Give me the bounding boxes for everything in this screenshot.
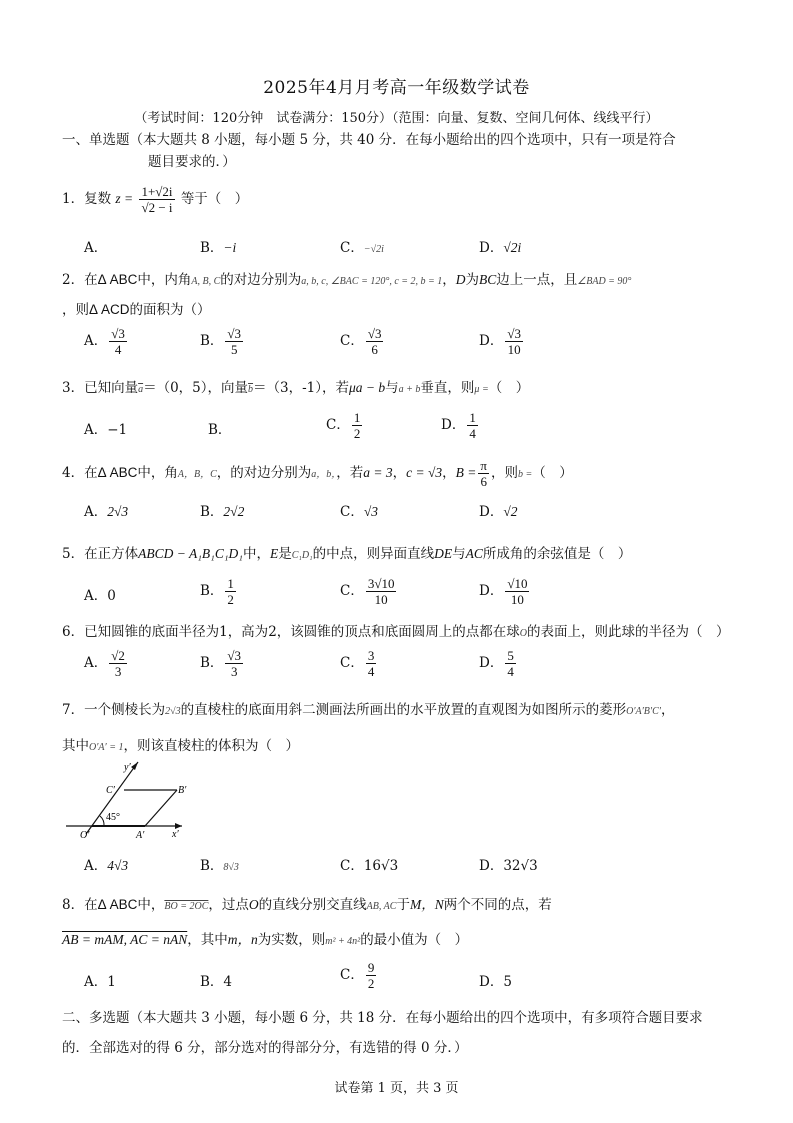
q8-option-d[interactable] bbox=[479, 970, 512, 990]
q7-cond: O′A′ = 1 bbox=[89, 742, 124, 753]
q8-option-a[interactable] bbox=[84, 970, 116, 990]
q3-option-d[interactable] bbox=[441, 410, 480, 441]
q4-t4: ，若 bbox=[336, 465, 364, 481]
q4-t2: 中，角 bbox=[137, 465, 178, 481]
q4-t1: 4．在 bbox=[62, 465, 98, 481]
q4-cond3: B = bbox=[455, 465, 477, 480]
opt-text: −1 bbox=[107, 422, 128, 438]
q5-t3: 是 bbox=[278, 546, 292, 562]
q3-option-b[interactable] bbox=[208, 418, 231, 438]
den: 3 bbox=[114, 664, 122, 679]
q2-point-d: D bbox=[455, 272, 466, 287]
q8-mn: M，N bbox=[409, 897, 444, 912]
opt-label: C． bbox=[340, 504, 364, 520]
opt-frac bbox=[109, 648, 127, 679]
den: 4 bbox=[367, 664, 375, 679]
q7-option-d[interactable] bbox=[479, 854, 538, 874]
q4-t7: ，则 bbox=[490, 465, 518, 481]
q3-option-a[interactable] bbox=[84, 418, 127, 438]
angle-label: 45° bbox=[106, 812, 120, 823]
q1-fraction bbox=[139, 184, 174, 215]
q7-option-a[interactable] bbox=[84, 854, 128, 874]
a-label: A′ bbox=[136, 830, 145, 840]
q3-vec-b: $\overline{b}$ bbox=[248, 384, 254, 395]
q3-t2: ＝（0，5），向量 bbox=[143, 380, 249, 396]
opt-label: B． bbox=[200, 858, 224, 874]
q2-conditions: a, b, c, ∠BAC = 120°, c = 2, b = 1 bbox=[301, 276, 443, 287]
q8-t6: 两个不同的点，若 bbox=[443, 897, 552, 913]
q7-t1: 7．一个侧棱长为 bbox=[62, 702, 166, 718]
opt-label: D． bbox=[441, 417, 466, 433]
q6-t1: 6．已知圆锥的底面半径为 bbox=[62, 624, 220, 640]
q6-t3: ，该圆锥的顶点和底面圆周上的点都在球 bbox=[276, 624, 520, 640]
section-1-heading: 一、单选题（本大题共 8 小题，每小题 5 分，共 40 分．在每小题给出的四个选项中，只有一项是符合 bbox=[62, 132, 676, 148]
den: 6 bbox=[371, 342, 378, 357]
q4-vars2: a，b， bbox=[311, 469, 337, 480]
opt-frac bbox=[352, 410, 363, 441]
edge-ab bbox=[145, 790, 177, 826]
opt-text: 0 bbox=[107, 588, 116, 604]
q2-option-b[interactable] bbox=[200, 326, 245, 357]
q7-len: 2√3 bbox=[165, 706, 181, 717]
q7-t5: ，则该直棱柱的体积为（ ） bbox=[123, 738, 299, 754]
q5-t5: 与 bbox=[452, 546, 466, 562]
q8-option-c[interactable] bbox=[340, 960, 378, 991]
opt-frac bbox=[366, 960, 377, 991]
q3-t1: 3．已知向量 bbox=[62, 380, 139, 396]
opt-label: B． bbox=[200, 655, 224, 671]
opt-label: A． bbox=[84, 858, 108, 874]
den: 5 bbox=[230, 342, 238, 357]
q3-expr2: a + b bbox=[398, 384, 421, 395]
o-label: O′ bbox=[80, 830, 90, 840]
q7-t3: ， bbox=[660, 702, 675, 718]
num: 1 bbox=[353, 410, 361, 425]
q2-t1: 2．在 bbox=[62, 272, 98, 288]
opt-label: D． bbox=[479, 974, 504, 990]
q2-bc: BC bbox=[479, 272, 497, 287]
q3-t4: 与 bbox=[385, 380, 399, 396]
opt-frac bbox=[225, 576, 236, 607]
c-label: C′ bbox=[106, 785, 115, 796]
opt-label: D． bbox=[479, 858, 504, 874]
opt-label: B． bbox=[200, 504, 224, 520]
q2-vars: A, B, C bbox=[191, 276, 221, 287]
opt-text: 5 bbox=[503, 974, 512, 990]
q4-option-d[interactable] bbox=[479, 500, 518, 520]
q8-vec2: AB = mAM, AC = nAN bbox=[62, 932, 188, 947]
opt-text: −i bbox=[223, 240, 237, 255]
q2-option-a[interactable] bbox=[84, 326, 129, 357]
q6-h: 2 bbox=[268, 624, 277, 640]
q4-t5: ， bbox=[392, 465, 407, 481]
den: 3 bbox=[230, 664, 238, 679]
opt-label: C． bbox=[340, 240, 364, 256]
b-label: B′ bbox=[178, 785, 187, 796]
q8-vec: BO = 2OC bbox=[164, 901, 209, 912]
q5-t2: 中， bbox=[242, 546, 270, 562]
q7-rhombus: O′A′B′C′ bbox=[626, 706, 661, 717]
q4-option-b[interactable] bbox=[200, 500, 244, 520]
num: √3 bbox=[227, 648, 242, 663]
q7-t2: 的直棱柱的底面用斜二测画法所画出的水平放置的直观图为如图所示的菱形 bbox=[180, 702, 627, 718]
opt-label: B． bbox=[208, 422, 232, 438]
opt-text: −√2i bbox=[363, 244, 384, 255]
q8-triangle: Δ ABC bbox=[97, 897, 138, 912]
q4-cond1: a = 3 bbox=[363, 465, 393, 480]
question-5 bbox=[62, 542, 631, 562]
q5-t1: 5．在正方体 bbox=[62, 546, 139, 562]
exam-info: （考试时间：120分钟 试卷满分：150分）（范围：向量、复数、空间几何体、线线平行） bbox=[134, 111, 659, 126]
q4-t3: ，的对边分别为 bbox=[216, 465, 312, 481]
q1-option-b[interactable] bbox=[200, 236, 236, 256]
opt-frac bbox=[505, 648, 516, 679]
opt-text: 8√3 bbox=[223, 862, 239, 873]
q8-t8: 为实数，则 bbox=[257, 932, 326, 948]
q2-triangle: Δ ABC bbox=[97, 272, 138, 287]
opt-label: A． bbox=[84, 240, 108, 256]
section-1-heading-cont: 题目要求的．） bbox=[148, 154, 236, 170]
question-3 bbox=[62, 376, 529, 396]
angle-arc bbox=[100, 816, 104, 826]
q3-t6: （ ） bbox=[488, 380, 530, 396]
question-2 bbox=[62, 268, 631, 288]
q1-option-d[interactable] bbox=[479, 236, 521, 256]
q5-option-b[interactable] bbox=[200, 576, 238, 607]
den: 4 bbox=[507, 664, 514, 679]
den: 6 bbox=[480, 474, 487, 489]
y-axis-arrow-icon bbox=[131, 762, 138, 770]
q6-r: 1 bbox=[219, 624, 228, 640]
den: 2 bbox=[367, 976, 375, 991]
q1-prefix: 1．复数 bbox=[62, 191, 112, 207]
opt-text: √2 bbox=[503, 504, 518, 519]
q7-option-b[interactable] bbox=[200, 854, 239, 874]
q8-t5: 于 bbox=[396, 897, 410, 913]
q8-t2: 中， bbox=[137, 897, 165, 913]
opt-text: 16√3 bbox=[363, 858, 399, 874]
opt-label: D． bbox=[479, 583, 504, 599]
opt-label: D． bbox=[479, 504, 504, 520]
den: 4 bbox=[469, 426, 476, 441]
question-7 bbox=[62, 698, 674, 718]
opt-label: C． bbox=[326, 417, 350, 433]
q2-triangle-acd: Δ ACD bbox=[89, 302, 130, 317]
q8-lines: AB, AC bbox=[366, 901, 397, 912]
q4-vars: A，B，C bbox=[177, 469, 217, 480]
q2-t2: 中，内角 bbox=[137, 272, 192, 288]
q3-option-c[interactable] bbox=[326, 410, 364, 441]
q8-t7: ，其中 bbox=[187, 932, 228, 948]
q1-suffix: 等于（ ） bbox=[180, 191, 249, 207]
section-2-heading: 二、多选题（本大题共 3 小题，每小题 6 分，共 18 分．在每小题给出的四个选项中，有多项符合题目要求 bbox=[62, 1010, 703, 1026]
opt-label: A． bbox=[84, 422, 108, 438]
den: 4 bbox=[114, 342, 122, 357]
den: 2 bbox=[227, 592, 234, 607]
opt-text: √2i bbox=[503, 240, 522, 255]
opt-frac bbox=[366, 648, 377, 679]
q1-den: √2 − i bbox=[141, 200, 173, 215]
opt-label: C． bbox=[340, 858, 364, 874]
question-2-cont bbox=[62, 298, 211, 318]
den: 2 bbox=[353, 426, 361, 441]
q6-option-d[interactable] bbox=[479, 648, 518, 679]
q7-option-c[interactable] bbox=[340, 854, 398, 874]
opt-label: A． bbox=[84, 655, 108, 671]
opt-label: D． bbox=[479, 655, 504, 671]
opt-label: C． bbox=[340, 583, 364, 599]
q1-num: 1+√2i bbox=[141, 184, 173, 199]
opt-text: 2√2 bbox=[223, 504, 245, 519]
opt-frac bbox=[109, 326, 127, 357]
q8-t9: 的最小值为（ ） bbox=[360, 932, 469, 948]
num: 9 bbox=[367, 960, 375, 975]
q5-t4: 的中点，则异面直线 bbox=[312, 546, 435, 562]
opt-frac bbox=[225, 326, 243, 357]
q2-t3: 的对边分别为 bbox=[220, 272, 302, 288]
opt-frac bbox=[467, 410, 478, 441]
num: √2 bbox=[111, 648, 125, 663]
question-8 bbox=[62, 893, 552, 913]
q6-option-a[interactable] bbox=[84, 648, 129, 679]
num: 3 bbox=[367, 648, 375, 663]
num: 1 bbox=[227, 576, 234, 591]
q3-t3: ＝（3，-1），若 bbox=[253, 380, 350, 396]
q1-option-a[interactable] bbox=[84, 236, 107, 256]
q7-rhombus-figure bbox=[60, 758, 190, 840]
opt-frac bbox=[505, 576, 529, 607]
opt-label: B． bbox=[200, 583, 224, 599]
q2-t5: 为 bbox=[465, 272, 480, 288]
q6-option-c[interactable] bbox=[340, 648, 378, 679]
q6-o: O bbox=[519, 628, 528, 639]
num: √3 bbox=[111, 326, 125, 341]
num: √3 bbox=[507, 326, 521, 341]
q4-t6: ， bbox=[442, 465, 456, 481]
den: 10 bbox=[374, 592, 388, 607]
q6-t4: 的表面上，则此球的半径为（ ） bbox=[527, 624, 730, 640]
opt-frac bbox=[505, 326, 523, 357]
q8-mn2: m，n bbox=[227, 932, 258, 947]
num: π bbox=[480, 458, 487, 473]
q2-option-d[interactable] bbox=[479, 326, 525, 357]
num: 5 bbox=[507, 648, 514, 663]
opt-label: B． bbox=[200, 333, 224, 349]
q2-option-c[interactable] bbox=[340, 326, 385, 357]
q8-option-b[interactable] bbox=[200, 970, 232, 990]
q3-expr1: μa − b bbox=[349, 380, 386, 395]
opt-text: 32√3 bbox=[503, 858, 538, 874]
q8-o: O bbox=[248, 897, 259, 912]
opt-label: C． bbox=[340, 333, 364, 349]
x-label: x′ bbox=[172, 829, 179, 840]
num: √10 bbox=[507, 576, 528, 591]
q4-option-c[interactable] bbox=[340, 500, 378, 520]
opt-text: 4 bbox=[223, 974, 233, 990]
q5-cube: ABCD − A₁B₁C₁D₁ bbox=[138, 546, 243, 561]
q2-t8: 的面积为（） bbox=[129, 302, 211, 318]
opt-frac bbox=[366, 326, 384, 357]
q5-e: E bbox=[269, 546, 279, 561]
y-label: y′ bbox=[124, 762, 131, 773]
question-8-cont bbox=[62, 928, 468, 948]
opt-frac bbox=[366, 576, 397, 607]
q5-option-c[interactable] bbox=[340, 576, 398, 607]
q2-t6: 边上一点，且 bbox=[496, 272, 578, 288]
question-4 bbox=[62, 458, 573, 489]
q6-t2: ，高为 bbox=[227, 624, 269, 640]
opt-label: A． bbox=[84, 588, 108, 604]
opt-label: B． bbox=[200, 240, 224, 256]
page-title: 2025年4月月考高一年级数学试卷 bbox=[263, 78, 530, 98]
q6-option-b[interactable] bbox=[200, 648, 245, 679]
q2-angle: ∠BAD = 90° bbox=[577, 276, 632, 287]
q4-option-a[interactable] bbox=[84, 500, 128, 520]
opt-text: 4√3 bbox=[107, 858, 129, 873]
opt-label: C． bbox=[340, 655, 364, 671]
opt-text: 2√3 bbox=[107, 504, 129, 519]
den: 10 bbox=[507, 342, 521, 357]
section-2-heading-cont: 的．全部选对的得 6 分，部分选对的得部分分，有选错的得 0 分．） bbox=[62, 1040, 468, 1056]
q8-t3: ，过点 bbox=[208, 897, 249, 913]
opt-label: C． bbox=[340, 967, 364, 983]
q2-t7: ，则 bbox=[62, 302, 89, 318]
opt-label: A． bbox=[84, 333, 108, 349]
num: 3√10 bbox=[367, 576, 395, 591]
q5-t6: 所成角的余弦值是（ ） bbox=[482, 546, 632, 562]
q8-t4: 的直线分别交直线 bbox=[258, 897, 367, 913]
q2-t4: ， bbox=[442, 272, 456, 288]
opt-text: 1 bbox=[107, 974, 116, 990]
page-footer: 试卷第 1 页，共 3 页 bbox=[334, 1081, 459, 1096]
opt-frac bbox=[225, 648, 243, 679]
q5-option-a[interactable] bbox=[84, 584, 116, 604]
q1-option-c[interactable] bbox=[340, 236, 384, 256]
num: √3 bbox=[367, 326, 382, 341]
opt-label: D． bbox=[479, 240, 504, 256]
q8-t1: 8．在 bbox=[62, 897, 98, 913]
opt-text: √3 bbox=[363, 504, 379, 519]
q4-bq: b = bbox=[517, 469, 533, 480]
q3-vec-a: $\overline{a}$ bbox=[138, 384, 144, 395]
q4-pi-frac bbox=[478, 458, 489, 489]
q4-triangle: Δ ABC bbox=[97, 465, 138, 480]
q5-option-d[interactable] bbox=[479, 576, 531, 607]
q4-t8: （ ） bbox=[532, 465, 573, 481]
q5-edge: C₁D₁ bbox=[291, 550, 313, 561]
q3-mu: μ = bbox=[474, 384, 489, 395]
q8-expr: m² + 4n² bbox=[325, 936, 361, 947]
q1-z: z = bbox=[115, 191, 134, 206]
question-6 bbox=[62, 620, 730, 640]
num: √3 bbox=[227, 326, 242, 341]
num: 1 bbox=[469, 410, 476, 425]
q5-ac: AC bbox=[465, 546, 483, 561]
q5-de: DE bbox=[434, 546, 453, 561]
opt-label: A． bbox=[84, 974, 108, 990]
den: 10 bbox=[510, 592, 524, 607]
opt-label: B． bbox=[200, 974, 224, 990]
q3-t5: 垂直，则 bbox=[420, 380, 475, 396]
q4-cond2: c = √3 bbox=[406, 465, 443, 480]
opt-label: A． bbox=[84, 504, 108, 520]
q7-t4: 其中 bbox=[62, 738, 89, 754]
opt-label: D． bbox=[479, 333, 504, 349]
question-7-cont bbox=[62, 734, 299, 754]
question-1 bbox=[62, 184, 248, 215]
